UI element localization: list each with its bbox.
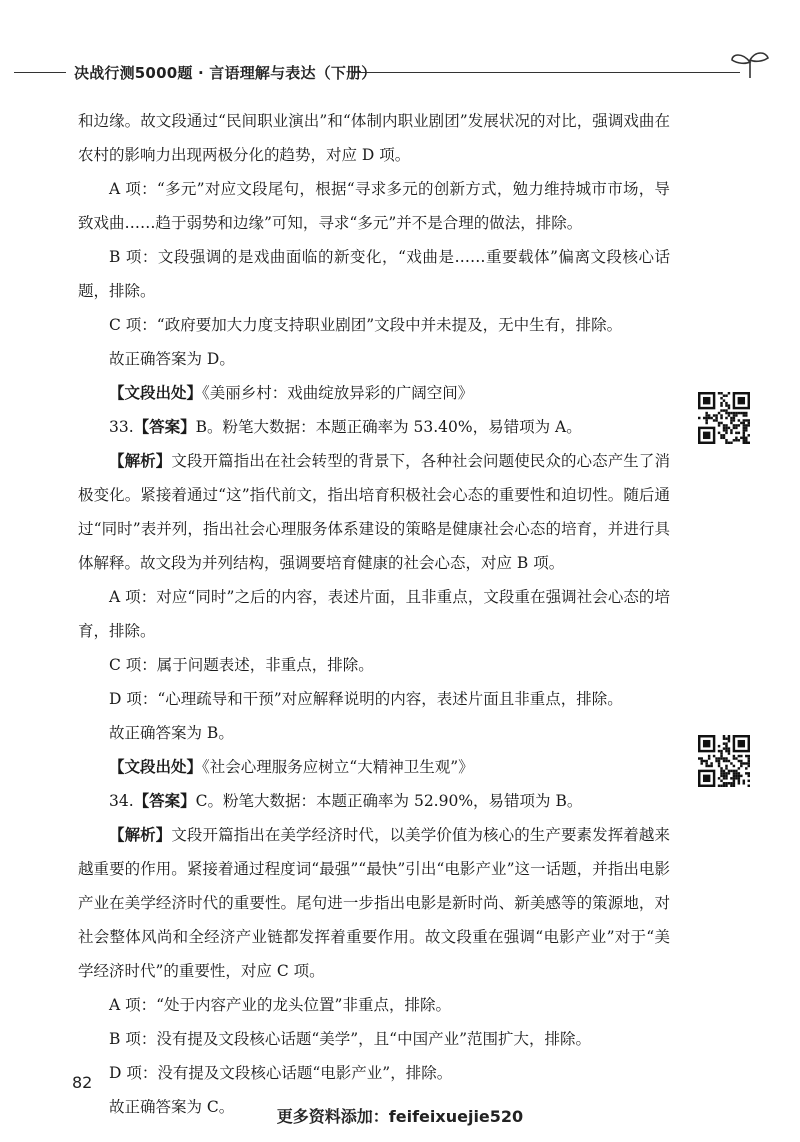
page-content: [78, 104, 670, 1124]
q34-analysis: [78, 818, 670, 988]
q34-option-a: A 项：“处于内容产业的龙头位置”非重点，排除。: [109, 996, 451, 1014]
q33-option-c: C 项：属于问题表述，非重点，排除。: [109, 656, 374, 674]
q33-source-title: 《社会心理服务应树立“大精神卫生观”》: [202, 758, 474, 776]
option-a-analysis: A 项：“多元”对应文段尾句，根据“寻求多元的创新方式，勉力维持城市市场，导致戏曲……趋于弱势和边缘”可知，寻求“多元”并不是合理的做法，排除。: [78, 180, 670, 232]
q33-analysis-text: 文段开篇指出在社会转型的背景下，各种社会问题使民众的心态产生了消极变化。紧接着通过“这”指代前文，指出培育积极社会心态的重要性和迫切性。随后通过“同时”表并列，指出社会心理服务体系建设的策略是健康社会心态的培育，并进行具体解释。故文段为并列结构，强调要培育健康的社会心态，对应 B 项。: [78, 452, 670, 572]
paragraph: 和边缘。故文段通过“民间职业演出”和“体制内职业剧团”发展状况的对比，强调戏曲在农村的影响力出现两极分化的趋势，对应 D 项。: [78, 112, 670, 164]
q34-analysis-text: 文段开篇指出在美学经济时代，以美学价值为核心的生产要素发挥着越来越重要的作用。紧接着通过程度词“最强”“最快”引出“电影产业”这一话题，并指出电影产业在美学经济时代的重要性。尾句进一步指出电影是新时尚、新美感等的策源地，对社会整体风尚和全经济产业链都发挥着重要作用。故文段重在强调“电影产业”对于“美学经济时代”的重要性，对应 C 项。: [78, 826, 670, 980]
q34-answer-text: C。粉笔大数据：本题正确率为 52.90%，易错项为 B。: [195, 792, 583, 810]
q33-option-d: D 项：“心理疏导和干预”对应解释说明的内容，表述片面且非重点，排除。: [109, 690, 623, 708]
q34-correct-answer: 故正确答案为 C。: [109, 1098, 235, 1116]
qr-code-icon[interactable]: [698, 735, 750, 787]
correct-answer: 故正确答案为 D。: [109, 350, 235, 368]
book-title: 决战行测5000题 · 言语理解与表达（下册）: [74, 64, 377, 82]
qr-code-icon[interactable]: [698, 392, 750, 444]
q33-analysis-label: 【解析】: [109, 452, 172, 470]
q33-answer-line: [78, 410, 670, 444]
q34-analysis-label: 【解析】: [109, 826, 172, 844]
sprout-icon: [728, 48, 772, 84]
option-c-analysis: C 项：“政府要加大力度支持职业剧团”文段中并未提及，无中生有，排除。: [109, 316, 623, 334]
q33-correct-answer: 故正确答案为 B。: [109, 724, 234, 742]
option-b-analysis: B 项：文段强调的是戏曲面临的新变化，“戏曲是……重要载体”偏离文段核心话题，排除。: [78, 248, 670, 300]
source-label: 【文段出处】: [109, 384, 203, 402]
q33-source-line: [78, 750, 670, 784]
header-rule-right: [352, 72, 740, 73]
source-line: [78, 376, 670, 410]
q33-analysis: [78, 444, 670, 580]
q34-option-d: D 项：没有提及文段核心话题“电影产业”，排除。: [109, 1064, 453, 1082]
running-header: [0, 56, 800, 90]
q34-number: 34.: [109, 792, 134, 810]
q33-source-label: 【文段出处】: [109, 758, 203, 776]
q33-number: 33.: [109, 418, 134, 436]
q33-answer-text: B。粉笔大数据：本题正确率为 53.40%，易错项为 A。: [195, 418, 582, 436]
header-rule-left: [14, 72, 66, 73]
q34-answer-label: 【答案】: [133, 792, 196, 810]
q34-answer-line: [78, 784, 670, 818]
source-title: 《美丽乡村：戏曲绽放异彩的广阔空间》: [202, 384, 474, 402]
footer-note: 更多资料添加：feifeixuejie520: [276, 1107, 524, 1126]
q34-option-b: B 项：没有提及文段核心话题“美学”，且“中国产业”范围扩大，排除。: [109, 1030, 592, 1048]
q33-option-a: A 项：对应“同时”之后的内容，表述片面，且非重点，文段重在强调社会心态的培育，排除。: [78, 588, 670, 640]
page-number: 82: [72, 1073, 93, 1092]
q33-answer-label: 【答案】: [133, 418, 196, 436]
